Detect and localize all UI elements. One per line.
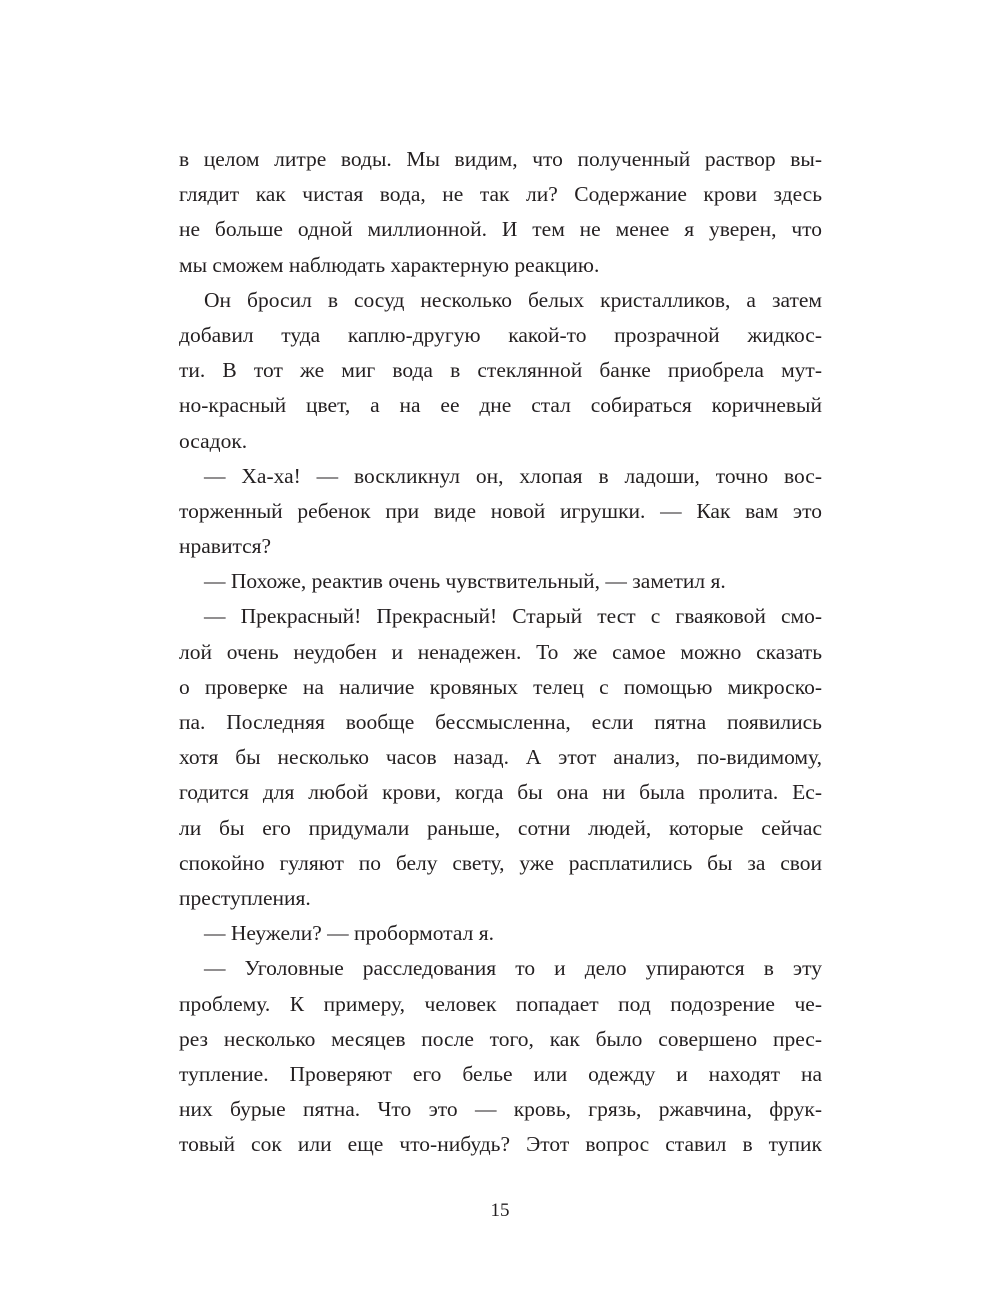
text-line: рез несколько месяцев после того, как было совершено прес- (179, 1026, 822, 1051)
text-line: но-красный цвет, а на ее дне стал собираться коричневый (179, 393, 822, 418)
text-line: преступления. (179, 885, 311, 910)
text-line: Он бросил в сосуд несколько белых кристалликов, а затем (204, 287, 822, 312)
text-line: в целом литре воды. Мы видим, что полученный раствор вы- (179, 147, 822, 171)
text-line: не больше одной миллионной. И тем не менее я уверен, что (179, 217, 822, 242)
text-line: товый сок или еще что-нибудь? Этот вопрос ставил в тупик (179, 1132, 822, 1157)
text-line: проблему. К примеру, человек попадает под подозрение че- (179, 991, 822, 1016)
text-line: о проверке на наличие кровяных телец с помощью микроско- (179, 674, 822, 699)
text-line: — Уголовные расследования то и дело упираются в эту (204, 956, 822, 981)
text-line: годится для любой крови, когда бы она ни была пролита. Ес- (179, 780, 822, 805)
text-line: — Неужели? — пробормотал я. (204, 921, 494, 946)
text-line: ти. В тот же миг вода в стеклянной банке приобрела мут- (179, 358, 822, 383)
text-line: добавил туда каплю-другую какой-то прозрачной жидкос- (179, 322, 822, 347)
text-line: хотя бы несколько часов назад. А этот анализ, по-видимому, (179, 745, 822, 770)
text-line: — Ха-ха! — воскликнул он, хлопая в ладоши, точно вос- (204, 463, 822, 488)
text-line: — Похоже, реактив очень чувствительный, — заметил я. (204, 569, 726, 594)
text-line: осадок. (179, 428, 248, 453)
text-line: па. Последняя вообще бессмысленна, если пятна появились (179, 710, 822, 734)
text-line: торженный ребенок при виде новой игрушки. — Как вам это (179, 498, 822, 523)
text-line: мы сможем наблюдать характерную реакцию. (179, 252, 600, 277)
text-line: лой очень неудобен и ненадежен. То же самое можно сказать (179, 639, 822, 664)
text-line: нравится? (179, 534, 272, 559)
text-line: ли бы его придумали раньше, сотни людей, которые сейчас (179, 815, 822, 840)
text-line: — Прекрасный! Прекрасный! Старый тест с гваяковой смо- (204, 604, 822, 629)
page-body-text (179, 142, 822, 1162)
text-line: них бурые пятна. Что это — кровь, грязь, ржавчина, фрук- (179, 1097, 822, 1122)
text-line: спокойно гуляют по белу свету, уже расплатились бы за свои (179, 850, 822, 875)
page-number: 15 (490, 1200, 510, 1221)
text-line: тупление. Проверяют его белье или одежду и находят на (179, 1061, 822, 1086)
text-line: глядит как чистая вода, не так ли? Содержание крови здесь (179, 182, 822, 207)
